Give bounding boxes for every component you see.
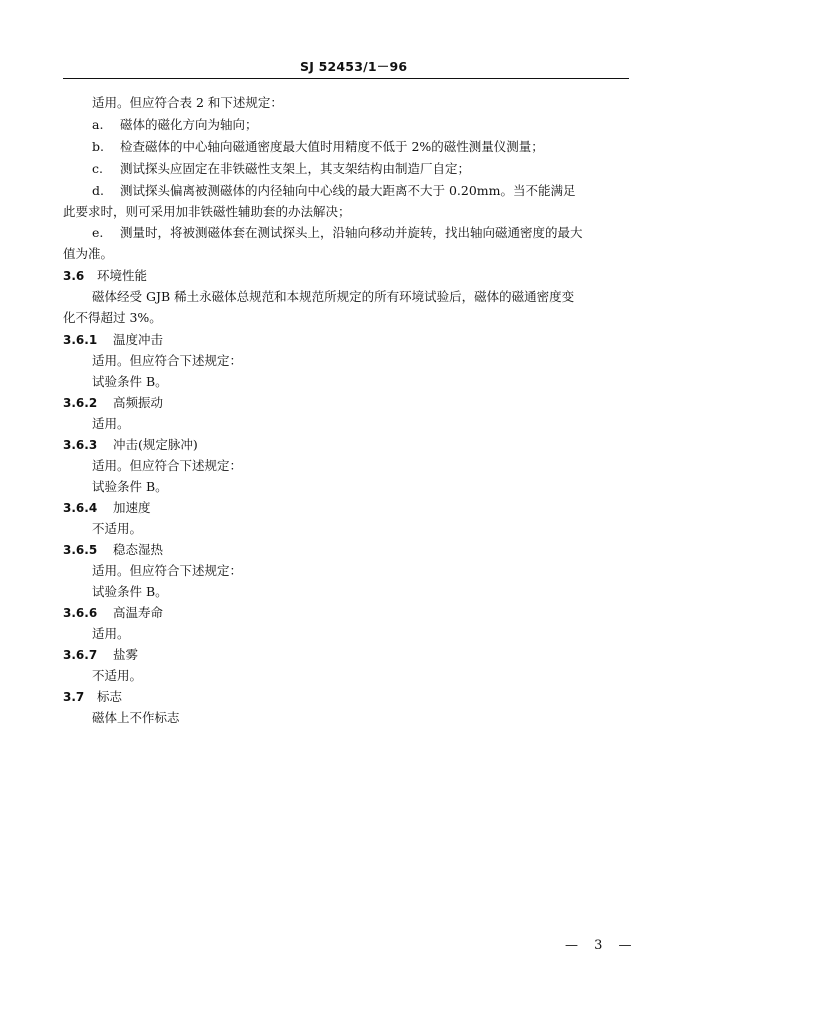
section-heading-3-6	[63, 268, 147, 284]
subsection-number: 3.6.5	[63, 543, 98, 557]
list-item-text: 磁体的磁化方向为轴向；	[120, 117, 258, 132]
subsection-number: 3.6.3	[63, 438, 98, 452]
subsection-text: 试验条件 B。	[92, 479, 168, 494]
subsection-title: 盐雾	[113, 647, 139, 662]
subsection-title: 冲击(规定脉冲)	[113, 437, 198, 452]
subsection-heading-3-6-2	[63, 395, 163, 411]
subsection-title: 温度冲击	[113, 332, 164, 347]
subsection-heading-3-6-1	[63, 332, 163, 348]
subsection-title: 高温寿命	[113, 605, 164, 620]
subsection-heading-3-6-5	[63, 542, 163, 558]
section-number: 3.7	[63, 690, 85, 704]
subsection-heading-3-6-4	[63, 500, 151, 516]
intro-text: 适用。但应符合表 2 和下述规定：	[92, 95, 283, 110]
subsection-text: 试验条件 B。	[92, 584, 168, 599]
subsection-title: 稳态湿热	[113, 542, 164, 557]
list-marker: b.	[92, 139, 104, 154]
list-item-d	[92, 183, 576, 199]
section-title: 标志	[97, 689, 123, 704]
subsection-text: 适用。但应符合下述规定：	[92, 458, 243, 473]
list-item-a	[92, 117, 258, 133]
list-item-text: 测量时，将被测磁体套在测试探头上，沿轴向移动并旋转，找出轴向磁通密度的最大	[120, 225, 583, 240]
subsection-heading-3-6-3	[63, 437, 198, 453]
subsection-text: 适用。但应符合下述规定：	[92, 563, 243, 578]
subsection-number: 3.6.4	[63, 501, 98, 515]
subsection-text: 不适用。	[92, 668, 143, 683]
list-item-c	[92, 161, 470, 177]
subsection-number: 3.6.1	[63, 333, 98, 347]
subsection-number: 3.6.2	[63, 396, 98, 410]
section-number: 3.6	[63, 269, 85, 283]
list-item-text: 测试探头应固定在非铁磁性支架上，其支架结构由制造厂自定；	[120, 161, 471, 176]
subsection-text: 适用。	[92, 626, 130, 641]
subsection-heading-3-6-7	[63, 647, 138, 663]
list-item-e	[92, 225, 583, 241]
header-divider	[63, 78, 629, 79]
subsection-heading-3-6-6	[63, 605, 163, 621]
subsection-number: 3.6.7	[63, 648, 98, 662]
document-code-header: SJ 52453/1－96	[300, 59, 408, 74]
subsection-title: 高频振动	[113, 395, 164, 410]
section-heading-3-7	[63, 689, 122, 705]
subsection-text: 不适用。	[92, 521, 143, 536]
list-item-text: 检查磁体的中心轴向磁通密度最大值时用精度不低于 2%的磁性测量仪测量；	[120, 139, 544, 154]
list-marker: c.	[92, 161, 103, 176]
section-3-6-text: 磁体经受 GJB 稀土永磁体总规范和本规范所规定的所有环境试验后，磁体的磁通密度变	[92, 289, 575, 304]
subsection-text: 试验条件 B。	[92, 374, 168, 389]
subsection-text: 适用。但应符合下述规定：	[92, 353, 243, 368]
subsection-text: 适用。	[92, 416, 130, 431]
list-marker: e.	[92, 225, 104, 240]
list-marker: a.	[92, 117, 104, 132]
list-item-d-continuation: 此要求时，则可采用加非铁磁性辅助套的办法解决；	[63, 204, 351, 219]
subsection-number: 3.6.6	[63, 606, 98, 620]
list-item-b	[92, 139, 544, 155]
section-title: 环境性能	[97, 268, 148, 283]
section-3-6-text-continuation: 化不得超过 3%。	[63, 310, 162, 325]
list-item-e-continuation: 值为准。	[63, 246, 114, 261]
page-number: — 3 —	[565, 938, 638, 953]
subsection-title: 加速度	[113, 500, 151, 515]
list-marker: d.	[92, 183, 104, 198]
section-3-7-text: 磁体上不作标志	[92, 710, 180, 725]
list-item-text: 测试探头偏离被测磁体的内径轴向中心线的最大距离不大于 0.20mm。当不能满足	[120, 183, 576, 198]
